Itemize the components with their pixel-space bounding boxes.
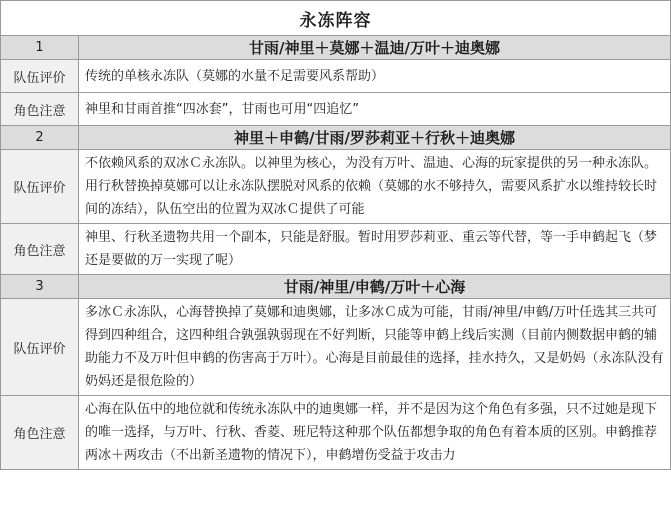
eval-text: 传统的单核永冻队（莫娜的水量不足需要风系帮助） <box>79 60 671 93</box>
team-eval-row <box>1 150 671 224</box>
team-header-row <box>1 36 671 60</box>
note-label: 角色注意 <box>1 396 79 470</box>
eval-label: 队伍评价 <box>1 150 79 224</box>
team-header-row <box>1 126 671 150</box>
team-note-row <box>1 93 671 126</box>
team-name: 甘雨/神里＋莫娜＋温迪/万叶＋迪奥娜 <box>79 36 671 60</box>
title-row <box>1 1 671 36</box>
note-text: 神里和甘雨首推“四冰套”，甘雨也可用“四追忆” <box>79 93 671 126</box>
team-eval-row <box>1 299 671 396</box>
team-name: 甘雨/神里/申鹤/万叶＋心海 <box>79 275 671 299</box>
eval-label: 队伍评价 <box>1 299 79 396</box>
eval-text: 不依赖风系的双冰Ｃ永冻队。以神里为核心，为没有万叶、温迪、心海的玩家提供的另一种永冻队。用行秋替换掉莫娜可以让永冻队摆脱对风系的依赖（莫娜的水不够持久，需要风系扩水以维持较长时间的冻结），队伍空出的位置为双冰Ｃ提供了可能 <box>79 150 671 224</box>
eval-label: 队伍评价 <box>1 60 79 93</box>
note-label: 角色注意 <box>1 93 79 126</box>
team-note-row <box>1 224 671 275</box>
note-label: 角色注意 <box>1 224 79 275</box>
team-number: 1 <box>1 36 79 60</box>
team-name: 神里＋申鹤/甘雨/罗莎莉亚＋行秋＋迪奥娜 <box>79 126 671 150</box>
note-text: 神里、行秋圣遗物共用一个副本，只能是舒服。暂时用罗莎莉亚、重云等代替，等一手申鹤起飞（梦还是要做的万一实现了呢） <box>79 224 671 275</box>
team-eval-row <box>1 60 671 93</box>
note-text: 心海在队伍中的地位就和传统永冻队中的迪奥娜一样，并不是因为这个角色有多强，只不过她是现下的唯一选择，与万叶、行秋、香菱、班尼特这种那个队伍都想争取的角色有着本质的区别。申鹤推荐两冰＋两攻击（不出新圣遗物的情况下），申鹤增伤受益于攻击力 <box>79 396 671 470</box>
team-note-row <box>1 396 671 470</box>
team-number: 3 <box>1 275 79 299</box>
eval-text: 多冰Ｃ永冻队，心海替换掉了莫娜和迪奥娜，让多冰Ｃ成为可能，甘雨/神里/申鹤/万叶任选其三共可得到四种组合，这四种组合孰强孰弱现在不好判断，只能等申鹤上线后实测（目前内侧数据申鹤的辅助能力不及万叶但申鹤的伤害高于万叶）。心海是目前最佳的选择，挂水持久，又是奶妈（永冻队没有奶妈还是很危险的） <box>79 299 671 396</box>
team-number: 2 <box>1 126 79 150</box>
team-header-row <box>1 275 671 299</box>
page-title: 永冻阵容 <box>1 1 671 36</box>
